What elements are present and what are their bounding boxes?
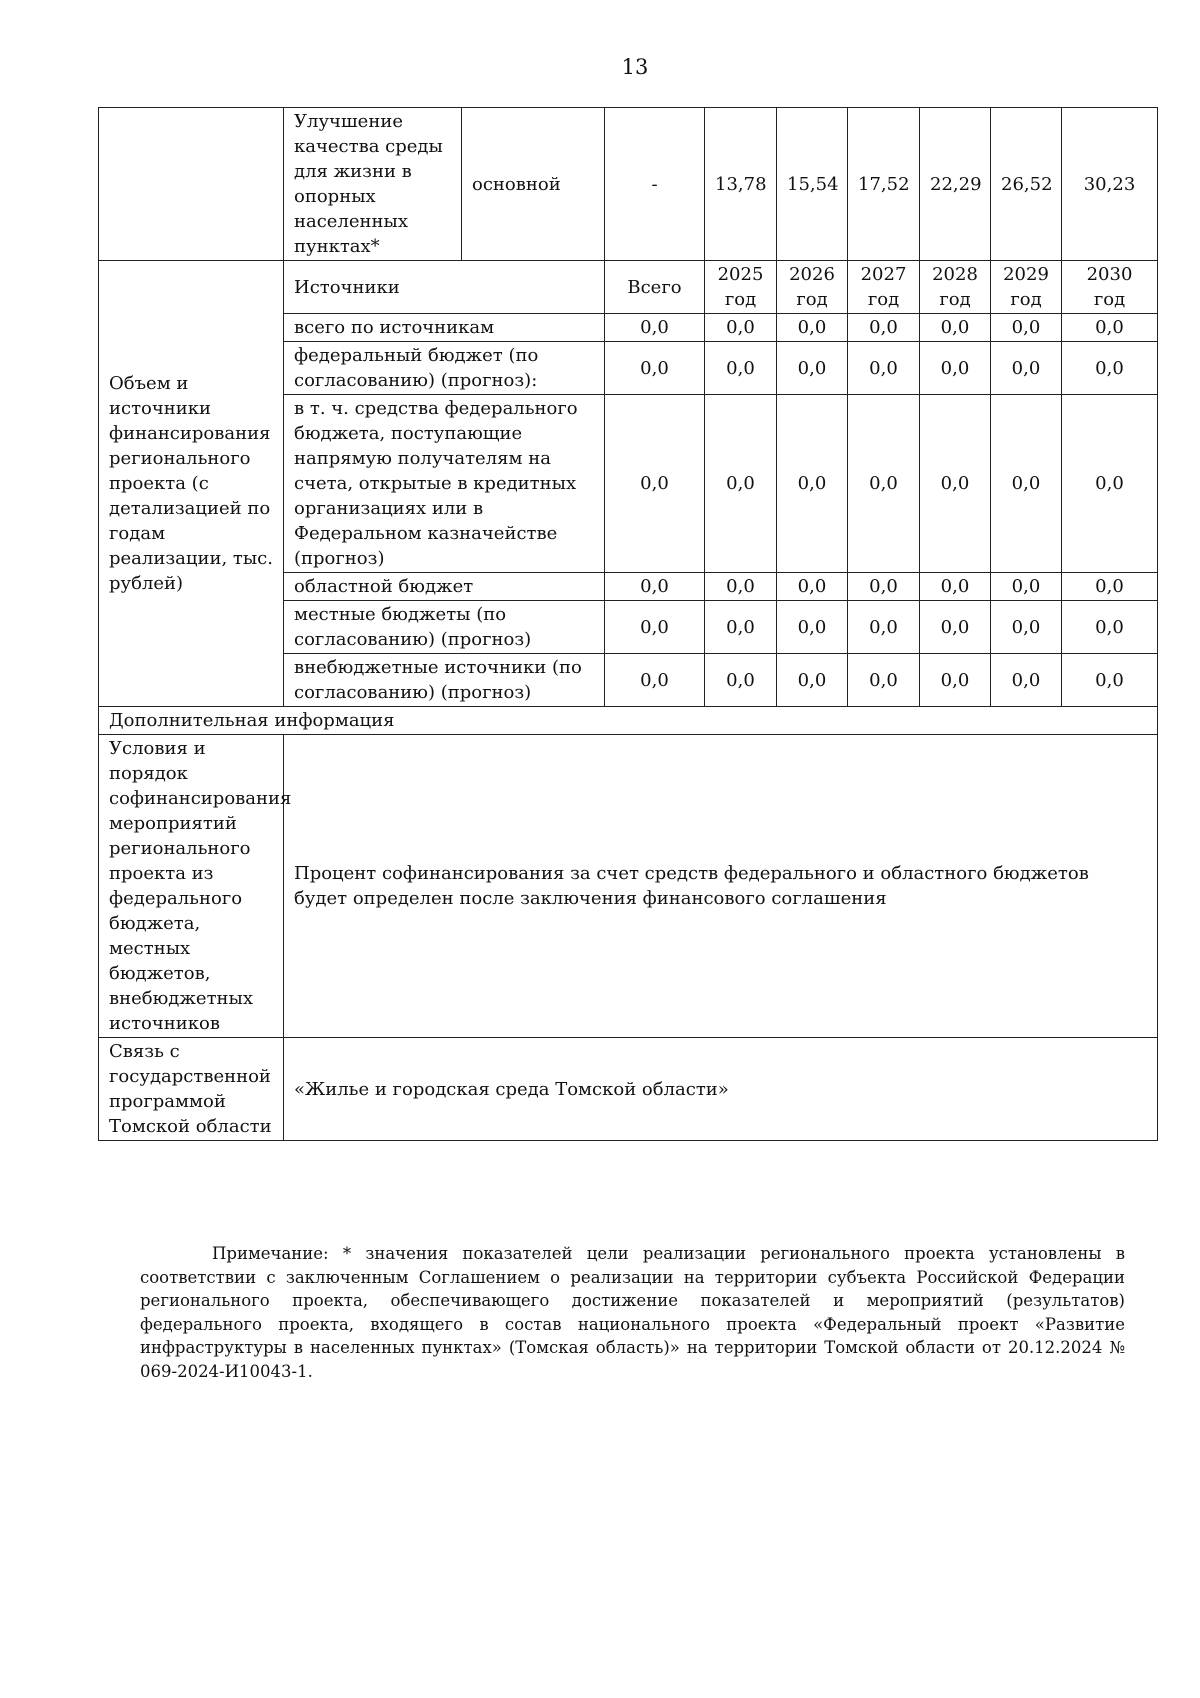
value-2028: 0,0 (920, 573, 991, 601)
financing-label: Объем и источники финансирования регионального проекта (с детализацией по годам реализации, тыс. рублей) (99, 261, 284, 707)
indicator-value-2030: 30,23 (1062, 108, 1158, 261)
header-year-2025: 2025 год (705, 261, 777, 314)
value-2026: 0,0 (777, 573, 848, 601)
financing-header-row (99, 261, 1158, 314)
header-year-2029: 2029 год (991, 261, 1062, 314)
value-2025: 0,0 (705, 601, 777, 654)
source-name: всего по источникам (284, 314, 605, 342)
indicator-value-2028: 22,29 (920, 108, 991, 261)
source-name: местные бюджеты (по согласованию) (прогноз) (284, 601, 605, 654)
value-2027: 0,0 (848, 342, 920, 395)
value-total: 0,0 (605, 342, 705, 395)
indicator-name: Улучшение качества среды для жизни в опорных населенных пунктах* (284, 108, 462, 261)
value-2029: 0,0 (991, 654, 1062, 707)
cofinancing-text: Процент софинансирования за счет средств федерального и областного бюджетов будет определен после заключения финансового соглашения (284, 735, 1158, 1038)
value-2025: 0,0 (705, 395, 777, 573)
indicator-empty-cell (99, 108, 284, 261)
page-number: 13 (621, 55, 649, 79)
source-name: федеральный бюджет (по согласованию) (прогноз): (284, 342, 605, 395)
header-year-2028: 2028 год (920, 261, 991, 314)
indicator-value-2029: 26,52 (991, 108, 1062, 261)
value-2025: 0,0 (705, 654, 777, 707)
indicator-base: - (605, 108, 705, 261)
header-year-2026: 2026 год (777, 261, 848, 314)
footnote (140, 1242, 1125, 1383)
value-total: 0,0 (605, 395, 705, 573)
additional-info-heading: Дополнительная информация (99, 707, 1158, 735)
value-2026: 0,0 (777, 342, 848, 395)
value-2030: 0,0 (1062, 654, 1158, 707)
value-2028: 0,0 (920, 601, 991, 654)
indicator-value-2025: 13,78 (705, 108, 777, 261)
header-year-2027: 2027 год (848, 261, 920, 314)
value-2026: 0,0 (777, 314, 848, 342)
value-2030: 0,0 (1062, 395, 1158, 573)
value-2026: 0,0 (777, 601, 848, 654)
value-2027: 0,0 (848, 314, 920, 342)
source-name: областной бюджет (284, 573, 605, 601)
header-sources: Источники (284, 261, 605, 314)
value-2028: 0,0 (920, 654, 991, 707)
passport-table (98, 107, 1158, 1141)
value-2029: 0,0 (991, 395, 1062, 573)
value-total: 0,0 (605, 601, 705, 654)
value-2027: 0,0 (848, 654, 920, 707)
indicator-type: основной (462, 108, 605, 261)
value-2025: 0,0 (705, 342, 777, 395)
value-2025: 0,0 (705, 573, 777, 601)
cofinancing-label: Условия и порядок софинансирования мероприятий регионального проекта из федерального бюджета, местных бюджетов, внебюджетных источников (99, 735, 284, 1038)
value-2027: 0,0 (848, 395, 920, 573)
value-2029: 0,0 (991, 573, 1062, 601)
cofinancing-row (99, 735, 1158, 1038)
value-total: 0,0 (605, 654, 705, 707)
source-name: внебюджетные источники (по согласованию) (прогноз) (284, 654, 605, 707)
program-link-text: «Жилье и городская среда Томской области» (284, 1038, 1158, 1141)
value-2030: 0,0 (1062, 342, 1158, 395)
value-2028: 0,0 (920, 314, 991, 342)
value-2025: 0,0 (705, 314, 777, 342)
indicator-value-2026: 15,54 (777, 108, 848, 261)
value-total: 0,0 (605, 573, 705, 601)
indicator-value-2027: 17,52 (848, 108, 920, 261)
value-2027: 0,0 (848, 601, 920, 654)
header-total: Всего (605, 261, 705, 314)
value-total: 0,0 (605, 314, 705, 342)
value-2030: 0,0 (1062, 314, 1158, 342)
indicator-row (99, 108, 1158, 261)
value-2029: 0,0 (991, 601, 1062, 654)
footnote-text: Примечание: * значения показателей цели реализации регионального проекта установлены в соответствии с заключенным Соглашением о реализации на территории субъекта Российской Федерации регионального проекта, обеспечивающего достижение показателей и мероприятий (результатов) федерального проекта, входящего в состав национального проекта «Федеральный проект «Развитие инфраструктуры в населенных пунктах» (Томская область)» на территории Томской области от 20.12.2024 № 069-2024-И10043-1. (140, 1244, 1125, 1381)
value-2026: 0,0 (777, 654, 848, 707)
additional-info-row (99, 707, 1158, 735)
value-2030: 0,0 (1062, 573, 1158, 601)
value-2030: 0,0 (1062, 601, 1158, 654)
value-2029: 0,0 (991, 342, 1062, 395)
value-2027: 0,0 (848, 573, 920, 601)
value-2028: 0,0 (920, 342, 991, 395)
header-year-2030: 2030 год (1062, 261, 1158, 314)
value-2029: 0,0 (991, 314, 1062, 342)
program-link-row (99, 1038, 1158, 1141)
value-2026: 0,0 (777, 395, 848, 573)
source-name: в т. ч. средства федерального бюджета, поступающие напрямую получателям на счета, открытые в кредитных организациях или в Федеральном казначействе (прогноз) (284, 395, 605, 573)
value-2028: 0,0 (920, 395, 991, 573)
program-link-label: Связь с государственной программой Томской области (99, 1038, 284, 1141)
